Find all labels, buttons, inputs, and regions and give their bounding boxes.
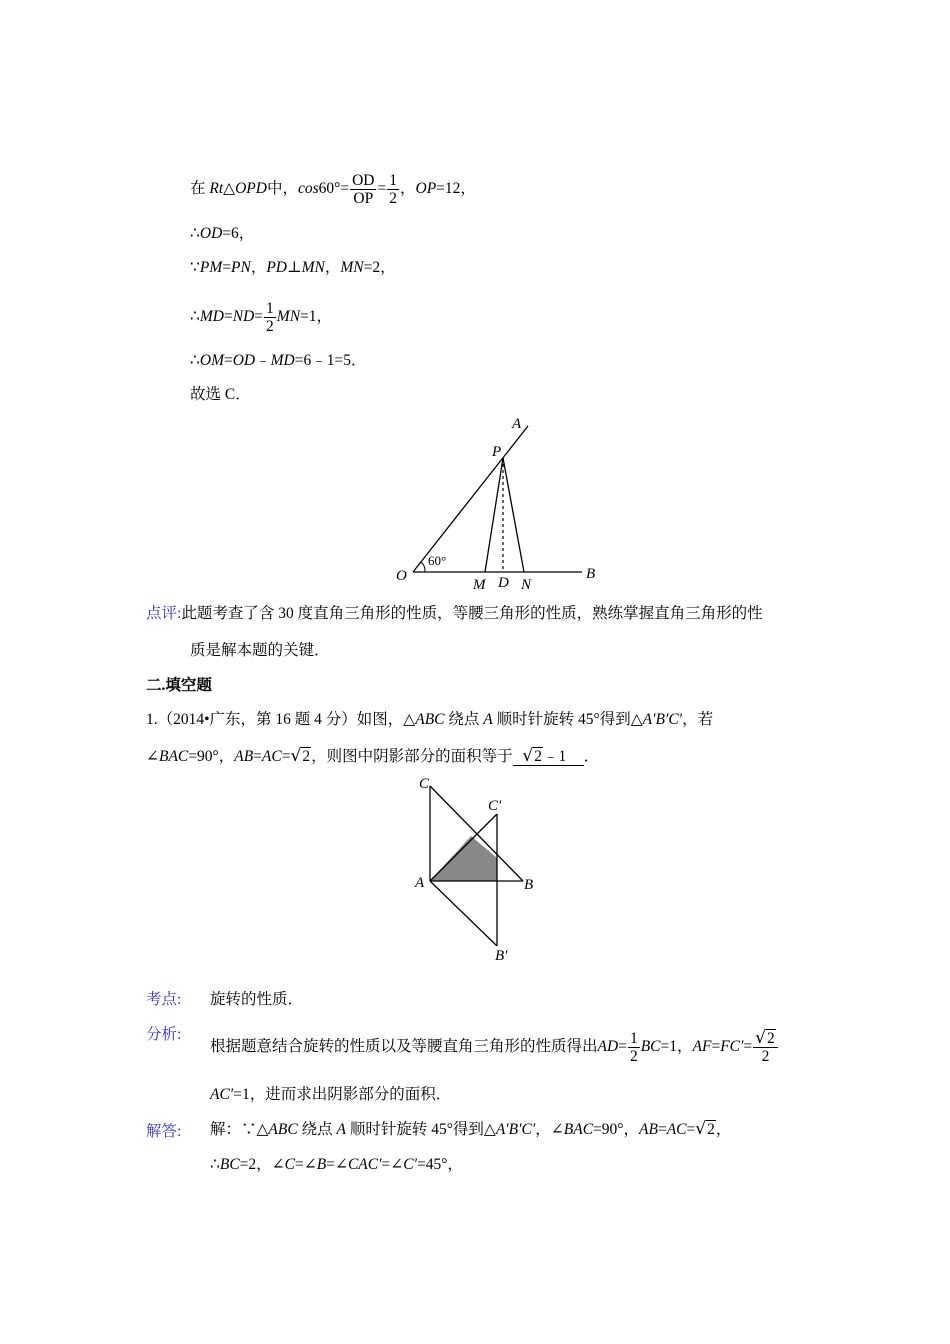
label-c: C — [419, 776, 430, 792]
text: AB — [234, 748, 254, 765]
label-a: A — [415, 875, 425, 891]
text: PM — [199, 259, 223, 276]
text: ﹣ — [255, 352, 271, 369]
text: 在 — [190, 180, 206, 198]
text: ABC — [415, 711, 445, 728]
text: = — [223, 352, 233, 369]
text: AD — [597, 1038, 619, 1056]
label-c-prime: C′ — [488, 798, 502, 814]
label-d: D — [498, 575, 509, 591]
text: AB — [639, 1121, 658, 1138]
text: =45°， — [416, 1156, 463, 1173]
kaodian-text: 旋转的性质． — [210, 991, 304, 1008]
text: A — [336, 1121, 346, 1138]
label-b-prime: B′ — [495, 948, 508, 964]
sqrt-value: 2 — [766, 1030, 775, 1047]
segment-pm — [485, 458, 503, 572]
text: CAC′ — [347, 1156, 382, 1173]
review-line-1 — [146, 604, 763, 624]
question-1-line-1 — [146, 710, 713, 730]
text: = — [281, 748, 291, 765]
text: AF — [692, 1038, 712, 1056]
sqrt-sign: √ — [695, 1119, 707, 1139]
label-o: O — [396, 568, 407, 584]
solution-line-2 — [190, 224, 254, 244]
text: 60°= — [318, 180, 350, 198]
text: ，则图中阴影部分的面积等于 — [311, 748, 513, 765]
denominator: 2 — [629, 1048, 638, 1065]
text: BAC — [563, 1121, 594, 1138]
review-label: 点评: — [146, 605, 182, 622]
label-a: A — [512, 416, 522, 432]
text: ，∠ — [535, 1121, 564, 1138]
jieda-line-2 — [210, 1155, 463, 1175]
label-n: N — [521, 577, 532, 593]
text: A — [483, 711, 493, 728]
fraction — [264, 300, 276, 335]
text: 解：∵△ — [210, 1121, 269, 1138]
sqrt-sign: √ — [290, 746, 302, 766]
jieda-label-line — [146, 1122, 181, 1142]
kaodian-line — [146, 990, 181, 1010]
sqrt-sign: √ — [755, 1028, 766, 1048]
solution-line-6: 故选 C． — [190, 386, 251, 403]
text: ABC — [268, 1121, 298, 1138]
solution-line-5 — [190, 351, 366, 371]
fraction — [628, 1030, 640, 1065]
text: A′B′C′ — [495, 1121, 536, 1138]
text: =6﹣1=5． — [294, 352, 367, 369]
text: ∴ — [190, 225, 200, 242]
text: BC — [640, 1038, 661, 1056]
text: Rt — [209, 180, 224, 198]
numerator: 1 — [629, 1030, 638, 1047]
text: ， — [399, 180, 416, 198]
text: = — [223, 308, 233, 326]
label-b: B — [586, 566, 596, 582]
text: OD — [232, 352, 256, 369]
fenxi-label-line — [146, 1025, 181, 1045]
label-m: M — [473, 577, 486, 593]
sqrt-value: 2 — [302, 748, 311, 765]
text: = — [253, 748, 262, 765]
text: ，若 — [682, 711, 714, 728]
segment-pn — [503, 458, 524, 572]
text: ND — [232, 308, 255, 326]
denominator: 2 — [389, 190, 397, 207]
denominator: 2 — [761, 1048, 770, 1065]
text: OM — [199, 352, 224, 369]
text: =∠ — [295, 1156, 317, 1173]
text: 根据题意结合旋转的性质以及等腰直角三角形的性质得出 — [210, 1038, 598, 1056]
text: =1，进而求出阴影部分的面积． — [233, 1086, 452, 1103]
text: AC — [666, 1121, 687, 1138]
angle-label: 60° — [428, 553, 447, 568]
text: 绕点 — [297, 1121, 337, 1138]
text: ∴ — [190, 352, 200, 369]
text: cos — [297, 180, 319, 198]
text: OPD — [235, 180, 267, 198]
label-b: B — [524, 877, 534, 893]
review-text: 此题考查了含 30 度直角三角形的性质，等腰三角形的性质，熟练掌握直角三角形的性 — [181, 605, 763, 622]
text: MN — [340, 259, 364, 276]
text: PN — [231, 259, 251, 276]
text: B — [316, 1156, 327, 1173]
text: 顺时针旋转 45°得到△ — [492, 711, 643, 728]
sqrt-sign: √ — [522, 746, 534, 766]
denominator: 2 — [266, 318, 274, 335]
text: MD — [199, 308, 224, 326]
answer-blank — [513, 748, 584, 766]
text: =12， — [436, 180, 476, 198]
text: ∴ — [190, 308, 200, 326]
text: 绕点 — [444, 711, 484, 728]
fraction — [387, 172, 399, 207]
text: =1， — [300, 308, 333, 326]
fenxi-line-2 — [210, 1085, 451, 1105]
shaded-region — [430, 836, 497, 881]
geometry-figure-1 — [390, 410, 610, 595]
text: = — [711, 1038, 721, 1056]
numerator: OD — [352, 172, 375, 189]
angle-arc — [421, 562, 425, 572]
text: FC′ — [720, 1038, 744, 1056]
text: = — [686, 1121, 696, 1138]
text: OP — [415, 180, 437, 198]
text: =∠ — [326, 1156, 348, 1173]
segment-ab-prime — [430, 881, 497, 946]
text: C′ — [403, 1156, 417, 1173]
fenxi-line-1 — [210, 1030, 779, 1065]
text: MD — [270, 352, 295, 369]
sqrt-value: 2 — [534, 748, 542, 765]
text: ∵ — [190, 259, 200, 276]
text: ． — [583, 748, 600, 765]
text: = — [657, 1121, 667, 1138]
fraction — [350, 172, 376, 207]
kaodian-label: 考点: — [146, 991, 182, 1008]
text: C — [284, 1156, 296, 1173]
solution-line-3 — [190, 258, 396, 278]
text: =2， — [363, 259, 396, 276]
numerator: 1 — [389, 172, 397, 189]
numerator: 1 — [266, 300, 274, 317]
text: BAC — [159, 748, 189, 765]
review-line-2: 质是解本题的关键． — [190, 642, 330, 659]
text: OD — [199, 225, 223, 242]
text: =90°， — [593, 1121, 639, 1138]
sqrt-value: 2 — [707, 1121, 715, 1138]
text: = — [377, 180, 387, 198]
text: MN — [276, 308, 301, 326]
text: △ — [223, 180, 236, 198]
denominator: OP — [353, 190, 374, 207]
text: ， — [715, 1121, 732, 1138]
text: ∴ — [210, 1156, 220, 1173]
text: MN — [301, 259, 325, 276]
fraction — [753, 1030, 778, 1065]
text: A′B′C′ — [642, 711, 683, 728]
text: AC — [261, 748, 282, 765]
solution-line-4 — [190, 300, 332, 335]
text: 1.（2014•广东，第 16 题 4 分）如图，△ — [146, 711, 416, 728]
text: ∠ — [146, 748, 159, 765]
text: 顺时针旋转 45°得到△ — [345, 1121, 496, 1138]
text: =6， — [222, 225, 255, 242]
text: ⊥ — [287, 259, 302, 276]
text: PD — [266, 259, 288, 276]
numerator — [753, 1030, 778, 1048]
geometry-figure-2 — [405, 770, 545, 970]
text: = — [618, 1038, 627, 1056]
text: =1， — [660, 1038, 693, 1056]
answer-text: ﹣1 — [542, 748, 567, 765]
label-p: P — [492, 444, 502, 460]
text: ， — [324, 259, 341, 276]
text: = — [222, 259, 232, 276]
text: 中， — [266, 180, 298, 198]
text: BC — [219, 1156, 240, 1173]
jieda-label: 解答: — [146, 1123, 182, 1140]
solution-line-1 — [190, 172, 476, 207]
section-title: 二.填空题 — [146, 677, 212, 694]
text: AC′ — [210, 1086, 234, 1103]
text: =∠ — [381, 1156, 404, 1173]
text: ， — [250, 259, 267, 276]
text: =90°， — [188, 748, 235, 765]
text: = — [743, 1038, 753, 1056]
jieda-line-1 — [210, 1119, 731, 1140]
text: = — [254, 308, 264, 326]
fenxi-label: 分析: — [146, 1026, 182, 1043]
text: =2，∠ — [239, 1156, 285, 1173]
question-1-line-2 — [146, 746, 599, 767]
